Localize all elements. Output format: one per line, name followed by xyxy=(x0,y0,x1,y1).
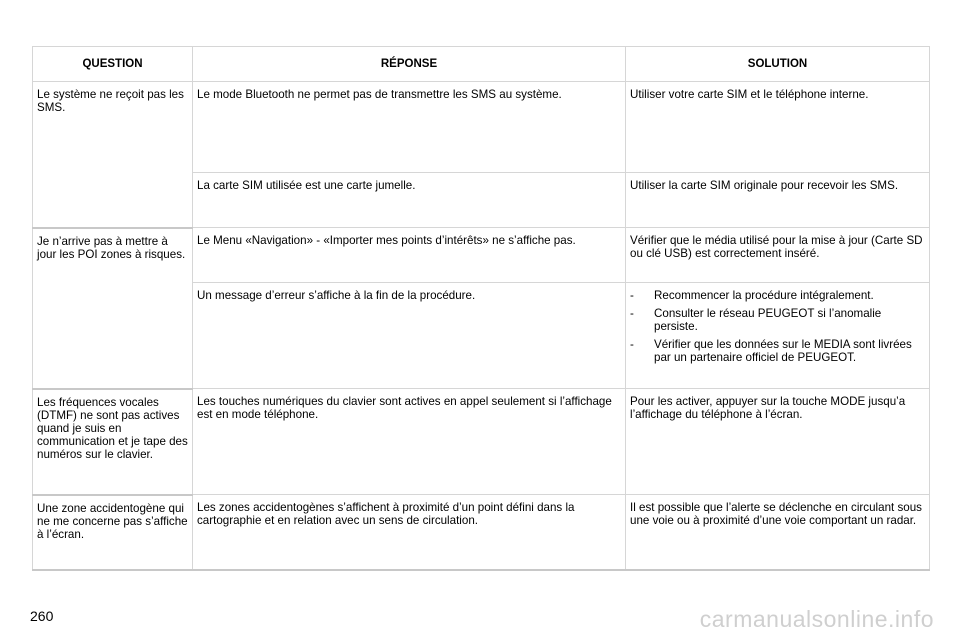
bullet-dash: - xyxy=(630,307,634,320)
solution-cell: Il est possible que l’alerte se déclenche en circulant sous une voie ou à proximité d’une voie comportant un radar. xyxy=(626,495,930,570)
bullet-dash: - xyxy=(630,338,634,351)
answer-cell: Les touches numériques du clavier sont actives en appel seulement si l’affichage est en mode téléphone. xyxy=(193,389,626,495)
bullet-dash: - xyxy=(630,289,634,302)
question-cell: Les fréquences vocales (DTMF) ne sont pas actives quand je suis en communication et je tape des numéros sur le clavier. xyxy=(33,389,193,495)
list-item xyxy=(630,289,925,302)
question-cell: Une zone accidentogène qui ne me concerne pas s’affiche à l’écran. xyxy=(33,495,193,570)
header-question: QUESTION xyxy=(33,47,193,82)
answer-cell: Le Menu «Navigation» - «Importer mes points d’intérêts» ne s’affiche pas. xyxy=(193,228,626,283)
question-cell: Le système ne reçoit pas les SMS. xyxy=(33,82,193,228)
solution-cell: Vérifier que le média utilisé pour la mise à jour (Carte SD ou clé USB) est correctement inséré. xyxy=(626,228,930,283)
table-header-row xyxy=(33,47,930,82)
answer-cell: Un message d’erreur s’affiche à la fin de la procédure. xyxy=(193,283,626,389)
table-row xyxy=(33,495,930,570)
troubleshooting-table xyxy=(32,46,930,571)
answer-cell: La carte SIM utilisée est une carte jumelle. xyxy=(193,173,626,228)
answer-cell: Le mode Bluetooth ne permet pas de transmettre les SMS au système. xyxy=(193,82,626,173)
list-item-text: Recommencer la procédure intégralement. xyxy=(654,289,874,302)
answer-cell: Les zones accidentogènes s’affichent à proximité d’un point défini dans la cartographie et en relation avec un sens de circulation. xyxy=(193,495,626,570)
header-answer: RÉPONSE xyxy=(193,47,626,82)
table-row xyxy=(33,389,930,495)
solution-list xyxy=(630,289,925,364)
solution-cell xyxy=(626,283,930,389)
page-number: 260 xyxy=(30,608,54,624)
watermark: carmanualsonline.info xyxy=(699,606,934,632)
list-item xyxy=(630,307,925,333)
table-row xyxy=(33,228,930,283)
table-row xyxy=(33,82,930,173)
header-solution: SOLUTION xyxy=(626,47,930,82)
list-item-text: Vérifier que les données sur le MEDIA sont livrées par un partenaire officiel de PEUGEOT. xyxy=(654,338,912,364)
solution-cell: Pour les activer, appuyer sur la touche MODE jusqu’a l’affichage du téléphone à l’écran. xyxy=(626,389,930,495)
question-cell: Je n’arrive pas à mettre à jour les POI zones à risques. xyxy=(33,228,193,389)
list-item-text: Consulter le réseau PEUGEOT si l’anomalie persiste. xyxy=(654,307,882,333)
solution-cell: Utiliser votre carte SIM et le téléphone interne. xyxy=(626,82,930,173)
solution-cell: Utiliser la carte SIM originale pour recevoir les SMS. xyxy=(626,173,930,228)
list-item xyxy=(630,338,925,364)
